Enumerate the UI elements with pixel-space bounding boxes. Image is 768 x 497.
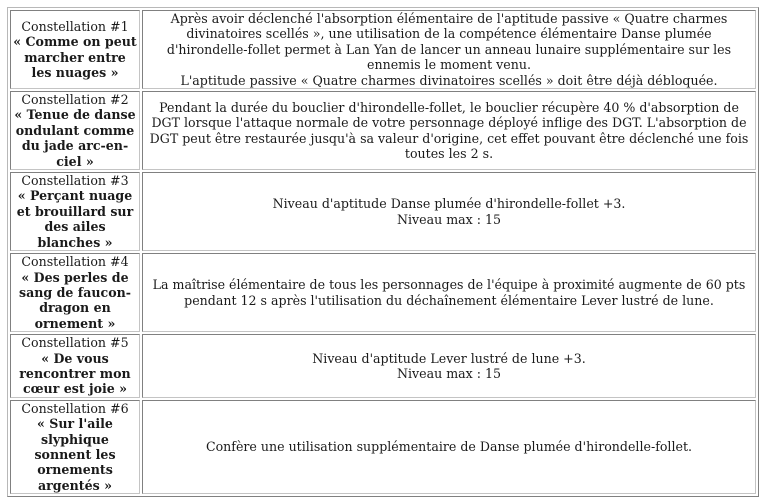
description-line: Après avoir déclenché l'absorption élémentaire de l'aptitude passive « Quatre charmes divinatoires scellés », une utilisation de la compétence élémentaire Danse plumée d'hirondelle-follet permet à Lan Yan de lancer un anneau lunaire supplémentaire sur les ennemis le moment venu. [166,11,732,73]
constellation-name-cell [10,10,140,89]
constellation-label: Constellation #5 [21,335,129,351]
constellation-name-cell [10,253,140,332]
constellation-name-cell [10,400,140,494]
constellation-name-cell [10,334,140,398]
constellation-label: Constellation #6 [21,400,129,416]
constellation-title: « Tenue de danse ondulant comme du jade arc-en-ciel » [14,107,136,169]
description-line: Pendant la durée du bouclier d'hirondelle-follet, le bouclier récupère 40 % d'absorption de DGT lorsque l'attaque normale de votre personnage déployé inflige des DGT. L'absorption de DGT peut être restaurée jusqu'à sa valeur d'origine, cet effet pouvant être déclenché une fois toutes les 2 s. [149,99,749,161]
constellations-table [7,7,759,497]
description-line: L'aptitude passive « Quatre charmes divinatoires scellés » doit être déjà débloquée. [180,72,718,88]
constellation-description-cell [142,253,756,332]
description-line: Niveau d'aptitude Lever lustré de lune +3. [312,350,586,366]
table-row-constellation-3 [10,172,756,251]
constellation-title: « De vous rencontrer mon cœur est joie » [19,350,131,397]
table-row-constellation-5 [10,334,756,398]
constellation-label: Constellation #2 [21,92,129,108]
constellation-description-cell [142,400,756,494]
table-row-constellation-1 [10,10,756,89]
description-line: Confère une utilisation supplémentaire de Danse plumée d'hirondelle-follet. [205,439,693,455]
table-row-constellation-4 [10,253,756,332]
constellation-title: « Perçant nuage et brouillard sur des ailes blanches » [16,188,134,250]
constellation-name-cell [10,91,140,170]
constellation-label: Constellation #4 [21,254,129,270]
constellation-description-cell [142,334,756,398]
constellation-description-cell [142,172,756,251]
constellation-title: « Des perles de sang de faucon-dragon en ornement » [19,269,131,331]
constellation-label: Constellation #1 [21,18,129,34]
description-line: Niveau d'aptitude Danse plumée d'hirondelle-follet +3. [272,196,626,212]
constellation-description-cell [142,10,756,89]
constellation-name-cell [10,172,140,251]
table-row-constellation-6 [10,400,756,494]
constellation-description-cell [142,91,756,170]
constellation-label: Constellation #3 [21,173,129,189]
constellation-title: « Sur l'aile slyphique sonnent les ornements argentés » [34,416,116,493]
table-row-constellation-2 [10,91,756,170]
constellation-title: « Comme on peut marcher entre les nuages » [13,34,137,80]
description-line: La maîtrise élémentaire de tous les personnages de l'équipe à proximité augmente de 60 pts pendant 12 s après l'utilisation du déchaînement élémentaire Lever lustré de lune. [152,277,746,308]
description-line: Niveau max : 15 [396,365,502,381]
description-line: Niveau max : 15 [396,211,502,227]
